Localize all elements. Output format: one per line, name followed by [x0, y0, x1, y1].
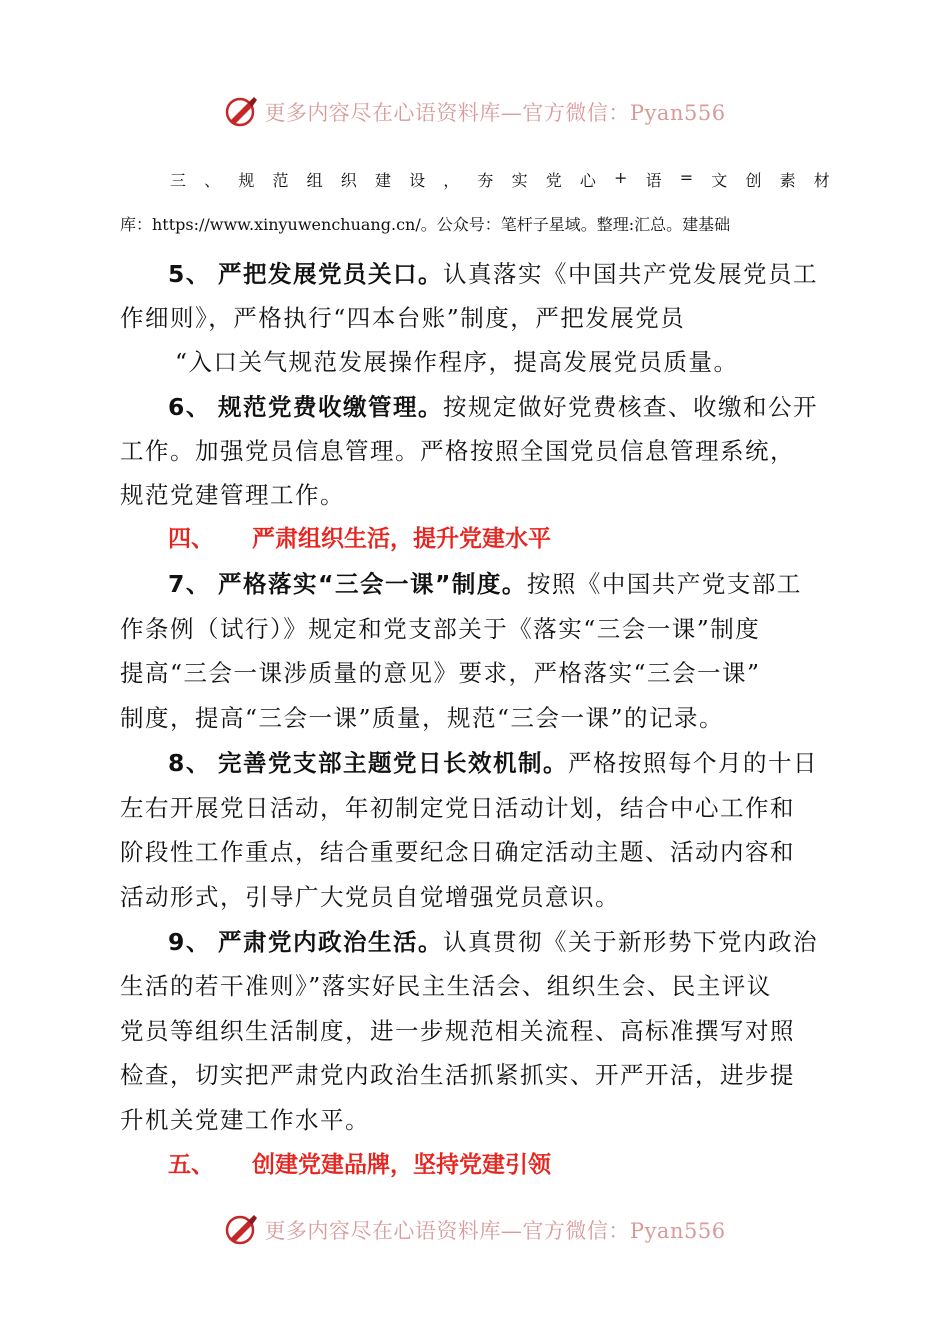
- item-7-line-2: 作条例（试行）》规定和党支部关于《落实“三会一课”制度: [120, 615, 761, 643]
- item-5-line-3: “入口关气规范发展操作程序，提高发展党员质量。: [175, 348, 739, 376]
- section-heading-4-text: 严肃组织生活，提升党建水平: [252, 526, 551, 552]
- item-9-line-1: [168, 923, 880, 957]
- banner-text: 更多内容尽在心语资料库—官方微信：Pyan556: [264, 1219, 726, 1243]
- intro-char: =: [679, 168, 694, 187]
- intro-char: 组: [306, 171, 323, 190]
- item-9-line-2: 生活的若干准则》”落实好民主生活会、组织生会、民主评议: [120, 972, 772, 1000]
- pen-logo-icon: [224, 1213, 258, 1247]
- banner-text: 更多内容尽在心语资料库—官方微信：Pyan556: [264, 101, 726, 125]
- item-6-title: 规范党费收缴管理。: [218, 393, 443, 421]
- item-9-text: 认真贯彻《关于新形势下党内政治: [443, 928, 818, 956]
- intro-char: 素: [779, 171, 796, 190]
- item-9-number: 9、: [168, 928, 211, 956]
- intro-char: 三: [170, 171, 187, 190]
- item-8-line-4: 活动形式，引导广大党员自觉增强党员意识。: [120, 883, 620, 911]
- section-heading-5-text: 创建党建品牌，坚持党建引领: [252, 1152, 551, 1178]
- item-6-line-3: 规范党建管理工作。: [120, 481, 345, 509]
- item-6-text: 按规定做好党费核查、收缴和公开: [443, 393, 818, 421]
- item-6-line-1: [168, 388, 880, 422]
- intro-char: 实: [511, 171, 528, 190]
- section-heading-5-number: 五、: [168, 1152, 214, 1178]
- item-5-title: 严把发展党员关口。: [218, 260, 443, 288]
- item-7-line-1: [168, 565, 880, 599]
- item-9-line-4: 检查，切实把严肃党内政治生活抓紧抓实、开严开活，进步提: [120, 1061, 795, 1089]
- intro-char: 夯: [477, 171, 494, 190]
- pen-logo-icon: [224, 95, 258, 129]
- item-8-title: 完善党支部主题党日长效机制。: [218, 749, 568, 777]
- intro-line-1: [170, 168, 830, 191]
- intro-char: ，: [443, 171, 460, 190]
- intro-char: 规: [238, 171, 255, 190]
- item-8-line-1: [168, 744, 880, 778]
- intro-char: 材: [813, 171, 830, 190]
- item-5-line-2: 作细则》，严格执行“四本台账”制度，严把发展党员: [120, 304, 686, 332]
- item-5-line-1: [168, 255, 880, 289]
- section-heading-4: [168, 520, 551, 553]
- intro-line-2: 库：https://www.xinyuwenchuang.cn/。公众号：笔杆子星域。整理:汇总。建基础: [120, 215, 731, 234]
- intro-char: 建: [374, 171, 391, 190]
- intro-char: 、: [204, 171, 221, 190]
- item-8-line-3: 阶段性工作重点，结合重要纪念日确定活动主题、活动内容和: [120, 838, 795, 866]
- item-8-number: 8、: [168, 749, 211, 777]
- intro-char: 设: [409, 171, 426, 190]
- item-9-line-3: 党员等组织生活制度，进一步规范相关流程、高标准撰写对照: [120, 1017, 795, 1045]
- item-6-line-2: 工作。加强党员信息管理。严格按照全国党员信息管理系统，: [120, 437, 795, 465]
- item-7-number: 7、: [168, 570, 211, 598]
- footer-banner: [0, 1210, 950, 1250]
- section-heading-4-number: 四、: [168, 526, 214, 552]
- item-5-number: 5、: [168, 260, 211, 288]
- item-8-line-2: 左右开展党日活动，年初制定党日活动计划，结合中心工作和: [120, 794, 795, 822]
- header-banner: [0, 92, 950, 132]
- intro-char: 文: [711, 171, 728, 190]
- section-heading-5: [168, 1146, 551, 1179]
- item-7-title: 严格落实“三会一课”制度。: [218, 570, 527, 598]
- intro-char: 织: [340, 171, 357, 190]
- item-9-title: 严肃党内政治生活。: [218, 928, 443, 956]
- item-7-line-4: 制度，提高“三会一课”质量，规范“三会一课”的记录。: [120, 704, 725, 732]
- item-5-text: 认真落实《中国共产党发展党员工: [443, 260, 818, 288]
- intro-char: 范: [272, 171, 289, 190]
- item-8-text: 严格按照每个月的十日: [568, 749, 818, 777]
- intro-char: 语: [645, 171, 662, 190]
- item-9-line-5: 升机关党建工作水平。: [120, 1106, 370, 1134]
- intro-char: 心: [579, 171, 596, 190]
- intro-char: +: [614, 168, 628, 187]
- item-7-line-3: 提高“三会一课涉质量的意见》要求，严格落实“三会一课”: [120, 659, 761, 687]
- intro-char: 创: [745, 171, 762, 190]
- item-6-number: 6、: [168, 393, 211, 421]
- intro-char: 党: [545, 171, 562, 190]
- item-7-text: 按照《中国共产党支部工: [526, 570, 802, 598]
